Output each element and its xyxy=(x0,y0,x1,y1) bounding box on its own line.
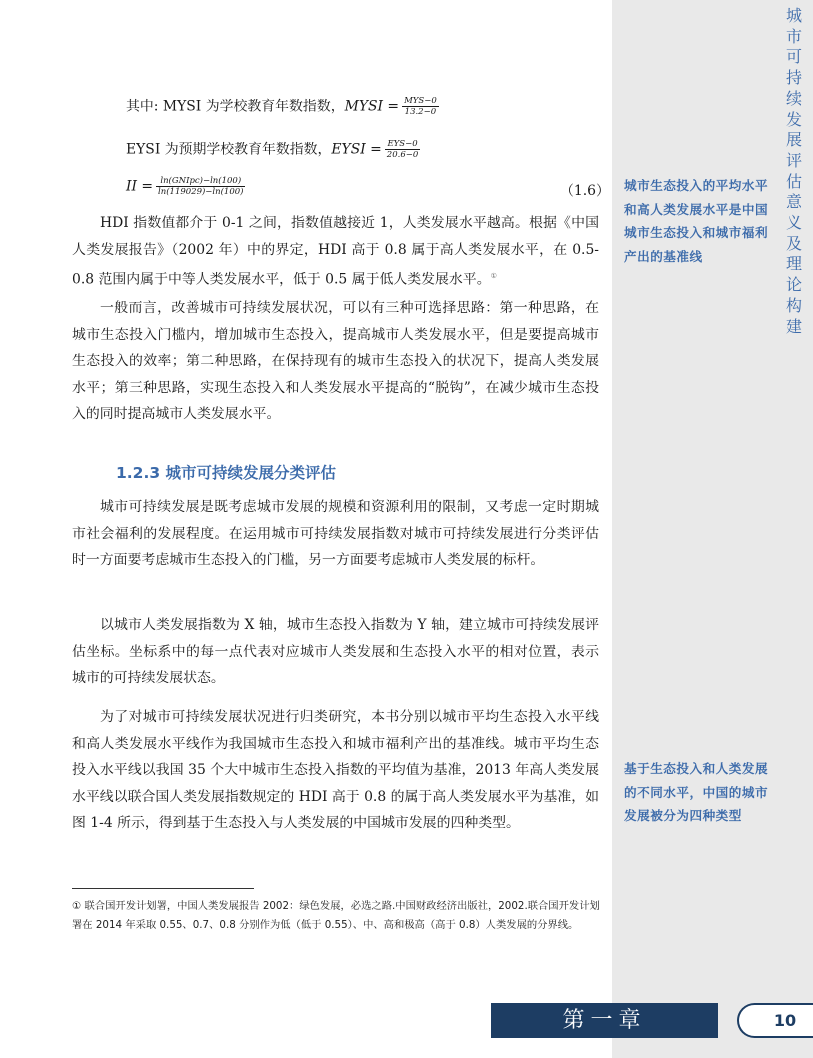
formula-eysi-denominator: 20.6−0 xyxy=(386,150,419,160)
formula-ii-fraction xyxy=(156,176,245,197)
formula-ii-numerator: ln(GNIpc)−ln(100) xyxy=(156,176,245,187)
paragraph-hdi-range-text: HDI 指数值都介于 0-1 之间，指数值越接近 1，人类发展水平越高。根据《中国人类发展报告》（2002 年）中的界定，HDI 高于 0.8 属于高人类发展水平，在 0.5-0.8 范围内属于中等人类发展水平，低于 0.5 属于低人类发展水平。 xyxy=(72,215,599,288)
paragraph-coordinate-system: 以城市人类发展指数为 X 轴，城市生态投入指数为 Y 轴，建立城市可持续发展评估坐标。坐标系中的每一点代表对应城市人类发展和生态投入水平的相对位置，表示城市的可持续发展状态。 xyxy=(72,617,599,686)
paragraph-hdi-range xyxy=(72,210,599,293)
section-heading: 1.2.3 城市可持续发展分类评估 xyxy=(116,464,337,482)
formula-mysi-fraction xyxy=(402,96,439,117)
formula-mysi-text: 其中: MYSI 为学校教育年数指数， xyxy=(126,98,345,115)
footnote-text: ① 联合国开发计划署，中国人类发展报告 2002：绿色发展，必选之路.中国财政经济出版社，2002.联合国开发计划署在 2014 年采取 0.55、0.7、0.8 分别作为低（低于 0.55）、中、高和极高（高于 0.8）人类发展的分界线。 xyxy=(72,900,600,931)
vertical-chapter-title: 城市可持续发展评估意义及理论构建 xyxy=(785,6,802,336)
formula-eysi xyxy=(126,139,420,160)
paragraph-baselines: 为了对城市可持续发展状况进行归类研究，本书分别以城市平均生态投入水平线和高人类发展水平线作为我国城市生态投入和城市福利产出的基准线。城市平均生态投入水平线以我国 35 个大中城市生态投入指数的平均值为基准，2013 年高人类发展水平线以联合国人类发展指数规定的 HDI 高于 0.8 的属于高人类发展水平为基准，如图 1-4 所示，得到基于生态投入与人类发展的中国城市发展的四种类型。 xyxy=(72,709,599,831)
margin-note-four-types: 基于生态投入和人类发展的不同水平，中国的城市发展被分为四种类型 xyxy=(624,761,769,823)
formula-mysi-lhs: MYSI = xyxy=(344,98,400,115)
formula-eysi-lhs: EYSI = xyxy=(331,141,382,158)
formula-eysi-numerator: EYS−0 xyxy=(385,139,420,150)
footnote-divider xyxy=(72,888,254,889)
formula-mysi xyxy=(126,96,439,117)
formula-mysi-numerator: MYS−0 xyxy=(404,96,437,106)
formula-ii xyxy=(126,176,245,197)
formula-eysi-text: EYSI 为预期学校教育年数指数， xyxy=(126,141,332,158)
formula-mysi-denominator: 13.2−0 xyxy=(404,107,437,117)
chapter-label: 第一章 xyxy=(491,1003,718,1038)
margin-note-baseline: 城市生态投入的平均水平和高人类发展水平是中国城市生态投入和城市福利产出的基准线 xyxy=(624,178,769,264)
equation-number: （1.6） xyxy=(560,183,610,199)
paragraph-classification-intro: 城市可持续发展是既考虑城市发展的规模和资源利用的限制，又考虑一定时期城市社会福利的发展程度。在运用城市可持续发展指数对城市可持续发展进行分类评估时一方面要考虑城市生态投入的门槛，另一方面要考虑城市人类发展的标杆。 xyxy=(72,499,599,568)
footnote-marker: ① xyxy=(490,272,497,280)
formula-ii-lhs: II = xyxy=(126,178,154,195)
page-number: 10 xyxy=(773,1011,797,1030)
formula-eysi-fraction xyxy=(385,139,420,160)
formula-ii-denominator: ln(119029)−ln(100) xyxy=(158,187,244,197)
paragraph-three-approaches: 一般而言，改善城市可持续发展状况，可以有三种可选择思路：第一种思路，在城市生态投入门槛内，增加城市生态投入，提高城市人类发展水平，但是要提高城市生态投入的效率；第二种思路，在保持现有的城市生态投入的状况下，提高人类发展水平；第三种思路，实现生态投入和人类发展水平提高的“脱钩”，在减少城市生态投入的同时提高城市人类发展水平。 xyxy=(72,300,599,422)
